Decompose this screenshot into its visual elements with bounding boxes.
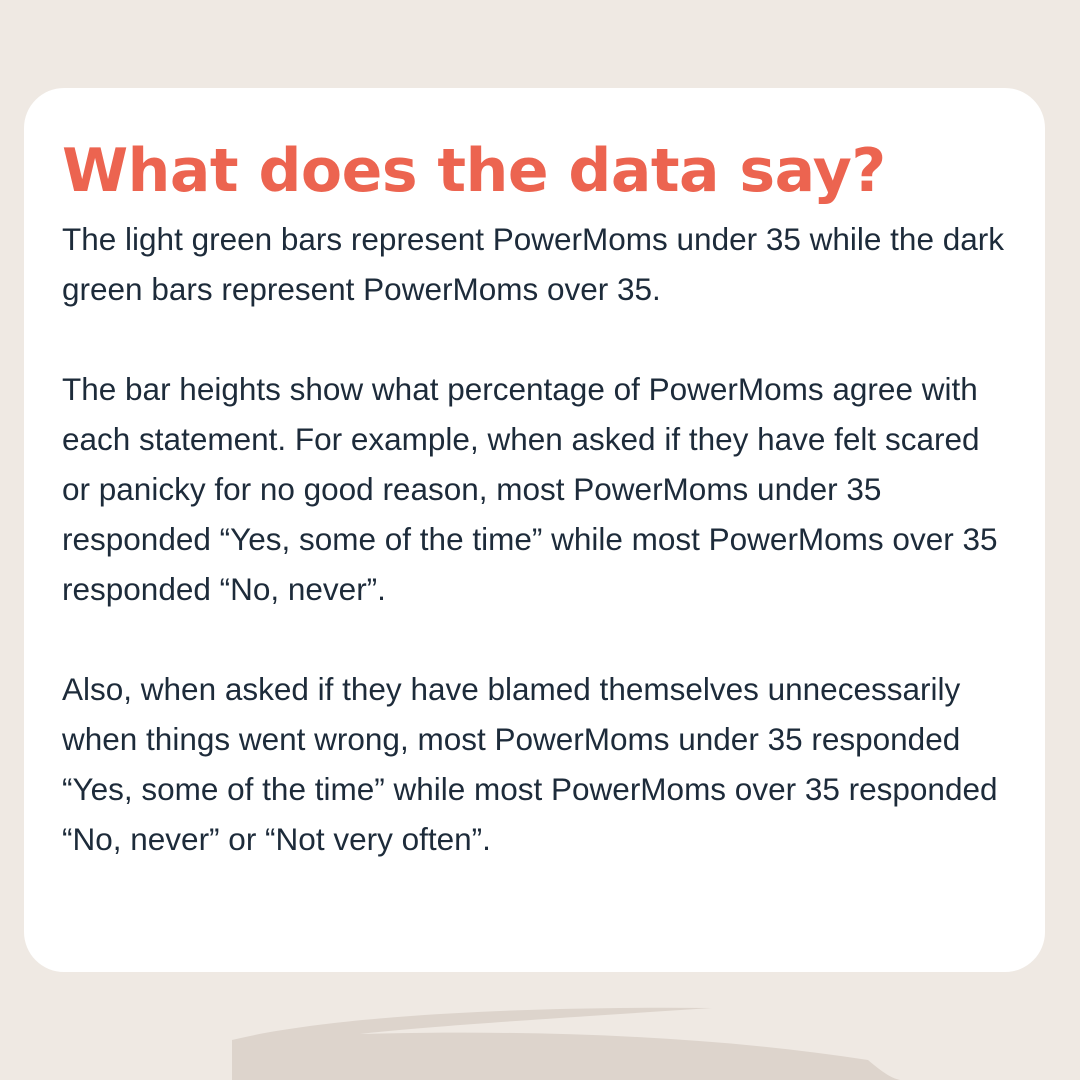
brush-stroke-shape (232, 1008, 900, 1080)
paragraph-blame-example: Also, when asked if they have blamed themselves unnecessarily when things went wrong, most PowerMoms under 35 responded “Yes, some of the time” while most PowerMoms over 35 responded “No, never” or “Not very often”. (62, 671, 998, 857)
paragraph-legend-explanation: The light green bars represent PowerMoms under 35 while the dark green bars represent PowerMoms over 35. (62, 221, 1004, 307)
paragraph-bar-heights-example: The bar heights show what percentage of PowerMoms agree with each statement. For example, when asked if they have felt scared or panicky for no good reason, most PowerMoms under 35 responded “Yes, some of the time” while most PowerMoms over 35 responded “No, never”. (62, 371, 998, 607)
page-title: What does the data say? (62, 136, 886, 206)
